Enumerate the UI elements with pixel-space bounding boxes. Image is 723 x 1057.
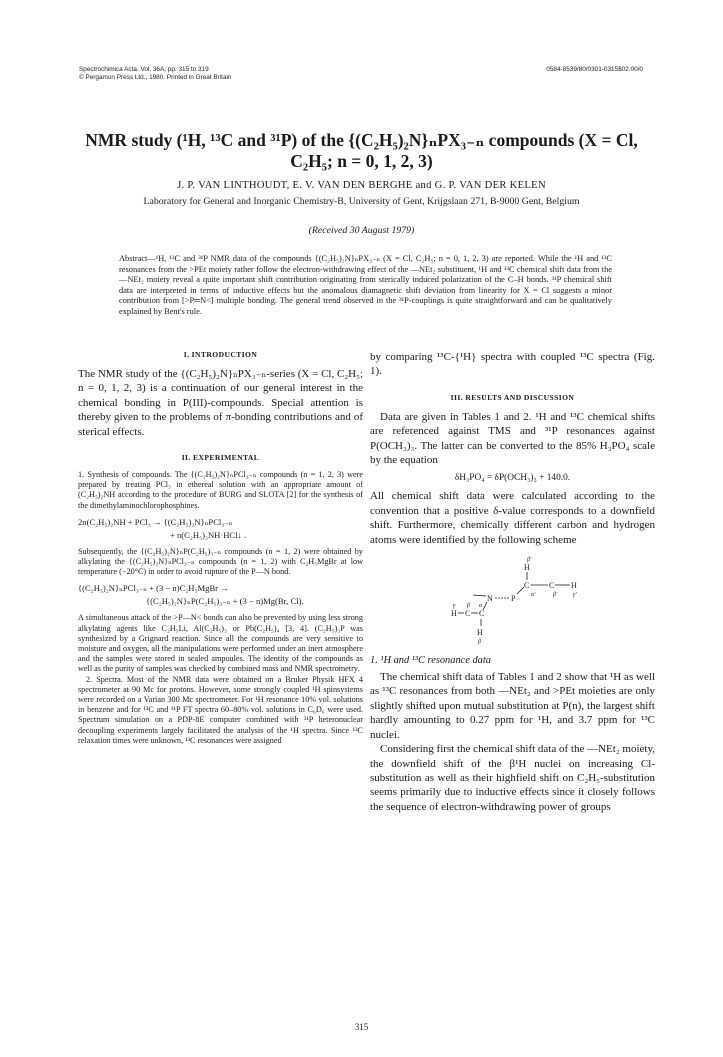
results-paragraph-1: Data are given in Tables 1 and 2. ¹H and ¹³C chemical shifts are referenced against TMS and ³¹P resonances against P(OCH₃)₃. The latter can be converted to the 85% H₃PO₄ scale by the equation: [370, 410, 655, 467]
scheme-label: H: [523, 563, 530, 573]
scheme-label: C: [464, 609, 470, 619]
subsection-heading: 1. ¹H and ¹³C resonance data: [370, 655, 491, 667]
scheme-label: P: [510, 594, 515, 604]
equation-1: [78, 516, 363, 542]
scheme-label: β: [477, 639, 481, 646]
scheme-label: H: [570, 581, 577, 591]
scheme-label: C: [548, 581, 554, 591]
experimental-heading: II. EXPERIMENTAL: [181, 453, 260, 463]
left-column: [78, 350, 363, 746]
right-column: [370, 350, 655, 814]
atom-labelling-scheme: [413, 553, 613, 645]
equation-2-line-1: {(C₂H₅)₂N}ₙPCl₃₋ₙ + (3 − n)C₂H₅MgBr →: [78, 583, 229, 594]
journal-line: Spectrochimica Acta. Vol. 36A, pp. 315 to 319: [79, 66, 209, 73]
alkylation-paragraph: Subsequently, the {(C₂H₅)₂N}ₙP(C₂H₅)₃₋ₙ compounds (n = 1, 2) were obtained by alkylating the {(C₂H₅)₂N}ₙPCl₃₋ₙ compounds (n = 1, 2) with C₂H₅MgBr at low temperature (−20°C) in order to avoid rupture of the P—N bond.: [78, 546, 363, 577]
spectra-paragraph: 2. Spectra. Most of the NMR data were obtained on a Bruker Physik HFX 4 spectrometer at 90 Mc for protons. However, some strongly coupled ¹H spinsystems were recorded on a Varian 300 Mc spectrometer. For ¹H resonance 10% vol. solutions in benzene and for ¹³C and ³¹P FT spectra 60–80% vol. solutions in C₆D₆ were used. Spectrum simulation on a PDP-8E computer combined with ³¹P heteronuclear decoupling experiments largely facilitated the analysis of the ¹H spectra. Since ¹³C relaxation times were unknown, ¹³C resonances were assigned: [78, 674, 363, 745]
article-code: 0584-8539/80/0301-0315$02.00/0: [546, 66, 643, 73]
received-date: (Received 30 August 1979): [308, 225, 415, 236]
scheme-label: γ: [452, 603, 455, 610]
scheme-label: α: [478, 603, 482, 610]
resonance-paragraph-2: Considering first the chemical shift data of the —NEt₂ moiety, the downfield shift of the β¹H nuclei on increasing Cl-substitution as well as their highfield shift on C₂H₅-substitution seems primarily due to inductive effects since it closely follows the sequence of electron-withdrawing power of groups: [370, 743, 655, 813]
authors: J. P. VAN LINTHOUDT, E. V. VAN DEN BERGHE and G. P. VAN DER KELEN: [177, 180, 546, 191]
equation-2-line-2: {(C₂H₅)₂N}ₙP(C₂H₅)₃₋ₙ + (3 − n)Mg(Br, Cl).: [146, 596, 304, 607]
affiliation: Laboratory for General and Inorganic Chemistry-B, University of Gent, Krijgslaan 271, B-9000 Gent, Belgium: [143, 196, 580, 207]
intro-heading: I. INTRODUCTION: [183, 350, 258, 359]
scheme-label: C: [523, 581, 529, 591]
scheme-label: H: [476, 628, 483, 638]
continuation-paragraph: by comparing ¹³C-{¹H} spectra with coupled ¹³C spectra (Fig. 1).: [370, 351, 655, 378]
equation-2: [78, 582, 363, 608]
scheme-label: H: [450, 609, 457, 619]
paper-title: NMR study (¹H, ¹³C and ³¹P) of the {(C₂H₅)₂N}ₙPX₃₋ₙ compounds (X = Cl, C₂H₅; n = 0, 1, 2, 3): [85, 130, 638, 171]
scheme-label: β': [552, 592, 557, 599]
resonance-paragraph-1: The chemical shift data of Tables 1 and 2 show that ¹H as well as ¹³C resonances from both —NEt₂ and >PEt moieties are only slightly shifted upon mutual substitution at P(n), the largest shift hardly amounting to 0.27 ppm for ¹H, and 3.7 ppm for ¹³C nuclei.: [370, 671, 655, 741]
publisher-line: © Pergamon Press Ltd., 1980. Printed in Great Britain: [79, 74, 232, 81]
results-paragraph-2: All chemical shift data were calculated according to the convention that a positive δ-value corresponds to a downfield shift. Furthermore, chemically different carbon and hydrogen atoms were identified by the following scheme: [370, 490, 655, 546]
handling-paragraph: A simultaneous attack of the >P—N< bonds can also be prevented by using less strong alkylating agents like C₂H₅Li, Al(C₂H₅)₃ or Pb(C₂H₅)₄ [3, 4]. (C₂H₅)₃P was synthesized by a Grignard reaction. Since all the compounds are very sensitive to moisture and oxygen, all the manipulations were performed under an inert atmosphere and the samples were stored in sealed ampoules. The identity of the compounds as well as the purity of samples was checked by combined mass and NMR spectrometry.: [78, 613, 363, 674]
scheme-label: β': [526, 557, 531, 564]
journal-header: [79, 66, 231, 82]
scheme-label: γ': [572, 592, 577, 599]
scheme-label: α': [530, 592, 535, 599]
scheme-label: N: [486, 594, 493, 604]
results-heading: III. RESULTS AND DISCUSSION: [450, 392, 575, 402]
intro-paragraph: The NMR study of the {(C₂H₅)₂N}ₙPX₃₋ₙ-series (X = Cl, C₂H₅; n = 0, 1, 2, 3) is a continuation of our general interest in the chemical bonding in P(III)-compounds. Special attention is thereby given to the problems of π-bonding contributions and of sterical effects.: [78, 368, 363, 438]
equation-1-line-1: 2n(C₂H₅)₂NH + PCl₃ → {(C₂H₅)₂N}ₙPCl₃₋ₙ: [78, 516, 233, 527]
synthesis-paragraph: 1. Synthesis of compounds. The {(C₂H₅)₂N}ₙPCl₃₋ₙ compounds (n = 1, 2, 3) were prepared by treating PCl₃ in ethereal solution with an appropriate amount of (C₂H₅)₂NH according to the procedure of BURG and SLOTA [2] for the synthesis of the dimethylaminochlorophosphines.: [78, 470, 363, 510]
abstract: Abstract—¹H, ¹³C and ³¹P NMR data of the compounds {(C₂H₅)₂N}ₙPX₃₋ₙ (X = Cl, C₂H₅; n = 0, 1, 2, 3) are reported. While the ¹H and ¹³C resonances from the >PEt moiety rather follow the electron-withdrawing effect of the —NEt₂ substituent, ¹H and ¹³C chemical shift data from the —NEt₂ moiety reveal a quite important shift contribution originating from sterically induced polarization of the C–H bonds. ³¹P chemical shift data are interpreted in terms of inductive effects but the anomalous diamagnetic shift deviation from linearity for X = Cl suggests a minor contribution from [>P═N<] multiple bonding. The general trend observed in the ³¹P-couplings is quite straightforward and can be qualitatively explained by Bent's rule.: [119, 254, 612, 316]
page-number: 315: [354, 1022, 369, 1032]
equation-1-line-2: + n(C₂H₅)₂NH·HCl↓ .: [170, 529, 247, 540]
conversion-equation: δH₃PO₄ = δP(OCH₃)₃ + 140.0.: [454, 473, 571, 484]
scheme-label: β: [466, 603, 470, 610]
scheme-label: C: [478, 609, 484, 619]
